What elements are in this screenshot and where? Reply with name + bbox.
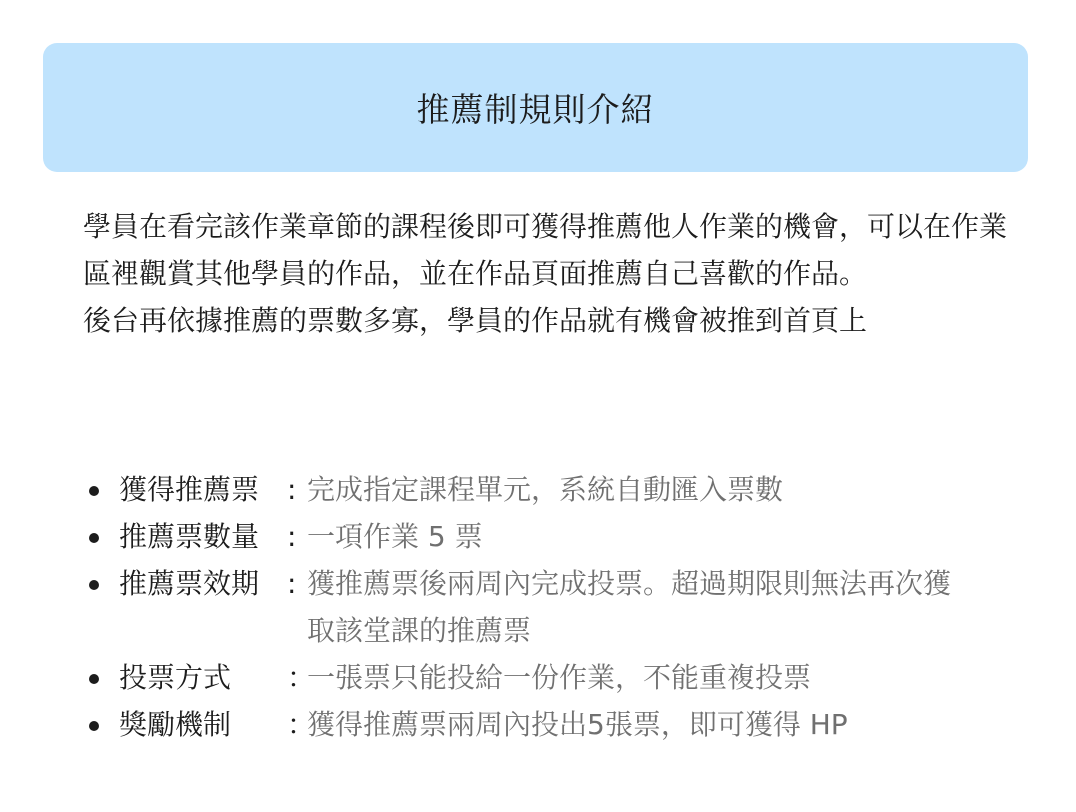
rule-item-vote-count (83, 513, 1023, 560)
intro-paragraph: 後台再依據推薦的票數多寡，學員的作品就有機會被推到首頁上 (83, 304, 868, 337)
bullet-icon (83, 560, 119, 590)
rule-label: 投票方式 (119, 661, 232, 694)
intro-paragraph: 學員在看完該作業章節的課程後即可獲得推薦他人作業的機會，可以在作業區裡觀賞其他學員的作品，並在作品頁面推薦自己喜歡的作品。 (83, 210, 1008, 290)
intro-section (83, 203, 1013, 344)
rule-item-reward (83, 701, 1023, 748)
rules-list (83, 466, 1023, 748)
rule-item-vote-validity (83, 560, 1023, 654)
bullet-icon (83, 466, 119, 496)
rule-separator: ： (287, 661, 316, 694)
rule-item-voting-method (83, 654, 1023, 701)
bullet-icon (83, 654, 119, 684)
bullet-icon (83, 513, 119, 543)
bullet-icon (83, 701, 119, 731)
rule-separator: : (287, 520, 297, 553)
header-banner (43, 43, 1028, 172)
rule-value: 一張票只能投給一份作業，不能重複投票 (307, 661, 812, 694)
rule-item-get-votes (83, 466, 1023, 513)
rule-value: 獲推薦票後兩周內完成投票。超過期限則無法再次獲取該堂課的推薦票 (307, 567, 952, 647)
rule-label: 推薦票數量 (119, 520, 260, 553)
rule-value: 獲得推薦票兩周內投出5張票，即可獲得 HP (307, 708, 848, 741)
rule-label: 獲得推薦票 (119, 473, 260, 506)
rule-separator: ： (287, 708, 316, 741)
rule-label: 獎勵機制 (119, 708, 232, 741)
rule-separator: : (287, 567, 297, 600)
rule-value: 一項作業 5 票 (307, 520, 483, 553)
rule-label: 推薦票效期 (119, 567, 260, 600)
rule-separator: : (287, 473, 297, 506)
rule-value: 完成指定課程單元，系統自動匯入票數 (307, 473, 784, 506)
page-title: 推薦制規則介紹 (416, 90, 655, 129)
